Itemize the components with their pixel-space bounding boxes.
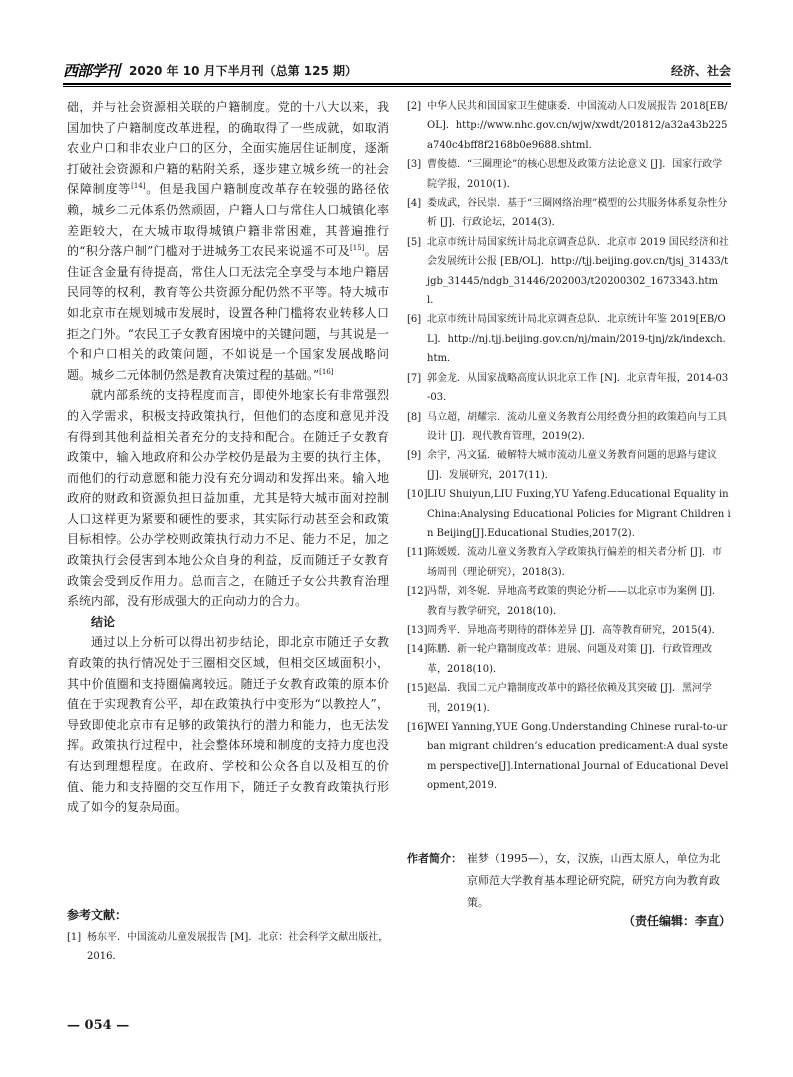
journal-logo: 西部学刊: [63, 62, 120, 80]
reference-3: [3] 曹俊德．“三圈理论”的核心思想及政策方法论意义 [J]．国家行政学院学报，2010(1)．: [407, 159, 723, 190]
reference-13: [13] 周秀平．异地高考期待的群体差异 [J]．高等教育研究，2015(4)．: [407, 624, 722, 636]
section-name: 经济、社会: [670, 64, 731, 78]
reference-number: [1]: [67, 932, 82, 943]
references-title: 参考文献：: [67, 908, 128, 922]
reference-text: 杨东平．中国流动儿童发展报告 [M]．北京：社会科学文献出版社，2016．: [87, 932, 389, 963]
reference-8: [8] 马立超，胡耀宗．流动儿童义务教育公用经费分担的政策趋向与工具设计 [J]．现代教育管理，2019(2)．: [407, 411, 727, 442]
reference-12: [12] 冯帮，刘冬妮．异地高考政策的舆论分析——以北京市为案例 [J]．教育与教学研究，2018(10)．: [407, 586, 722, 617]
reference-4: [4] 娄成武，谷民崇．基于“三圈网络治理”模型的公共服务体系复杂性分析 [J]．行政论坛，2014(3)．: [407, 198, 728, 229]
header-rule-thick: [63, 83, 731, 85]
citation-14: [14]: [131, 182, 146, 191]
right-column-references: [407, 97, 731, 796]
issue-info: 2020 年 10 月下半月刊（总第 125 期）: [129, 64, 358, 78]
paragraph-3: 通过以上分析可以得出初步结论，即北京市随迁子女教育政策的执行情况处于三圈相交区域，但相交区域面积小，其中价值圈和支持圈偏离较远。随迁子女教育政策的原本价值在于实现教育公平，却在政策执行中变形为“以教控人”，导致即使北京市有足够的政策执行的潜力和能力，也无法发挥。政策执行过程中，社会整体环境和制度的支持力度也没有达到理想程度。在政府、学校和公众各自以及相互的价值、能力和支持圈的交互作用下，随迁子女教育政策执行形成了如今的复杂局面。: [67, 635, 389, 815]
paragraph-1: 础，并与社会资源相关联的户籍制度。党的十八大以来，我国加快了户籍制度改革进程，的确取得了一些成就，如取消农业户口和非农业户口的区分，全面实施居住证制度，逐渐打破社会资源和户籍的粘附关系，逐步建立城乡统一的社会保障制度等[14]。但是我国户籍制度改革存在较强的路径依赖，城乡二元体系仍然顽固，户籍人口与常住人口城镇化率差距较大，在大城市取得城镇户籍非常困难，其普遍推行的“积分落户制”门槛对于进城务工农民来说遥不可及[15]。居住证含金量有待提高，常住人口无法完全享受与本地户籍居民同等的权利，教育等公共资源分配仍然不平等。特大城市如北京市在规划城市发展时，设置各种门槛将农业转移人口拒之门外。“农民工子女教育困境中的关键问题，与其说是一个和户口相关的政策问题，不如说是一个国家发展战略问题。城乡二元体制仍然是教育决策过程的基础。”[16]: [67, 100, 389, 382]
paragraph-2: 就内部系统的支持程度而言，即使外地家长有非常强烈的入学需求，积极支持政策执行，但他们的态度和意见并没有得到其他利益相关者充分的支持和配合。在随迁子女教育政策中，输入地政府和公办学校仍是最为主要的执行主体，而他们的行动意愿和能力没有充分调动和发挥出来。输入地政府的财政和资源负担日益加重，尤其是特大城市面对控制人口这样更为紧要和硬性的要求，其实际行动甚至会和政策目标相悖。公办学校则政策执行动力不足、能力不足，加之政策执行会侵害到本地公众自身的利益，反而随迁子女教育政策会受到反作用力。总而言之，在随迁子女公共教育治理系统内部，没有形成强大的正向动力的合力。: [67, 388, 389, 609]
reference-15: [15] 赵晶．我国二元户籍制度改革中的路径依赖及其突破 [J]．黑河学刊，2019(1)．: [407, 683, 712, 714]
page-header: [63, 58, 731, 82]
reference-2: [2] 中华人民共和国国家卫生健康委．中国流动人口发展报告 2018[EB/OL]．http://www.nhc.gov.cn/wjw/xwdt/201812/a32a43b225a740c4bff8f2168b0e9688.shtml．: [407, 101, 728, 151]
reference-9: [9] 余宇，冯文猛．破解特大城市流动儿童义务教育问题的思路与建议 [J]．发展研究，2017(11)．: [407, 450, 717, 481]
citation-15: [15]: [350, 244, 365, 253]
left-column: [67, 97, 389, 818]
page-number: — 054 —: [67, 1018, 130, 1033]
conclusion-heading: 结论: [91, 614, 116, 629]
reference-11: [11] 陈媛媛．流动儿童义务教育入学政策执行偏差的相关者分析 [J]．市场周刊（理论研究），2018(3)．: [407, 547, 722, 578]
author-text: 崔梦（1995—），女，汉族，山西太原人，单位为北京师范大学教育基本理论研究院，研究方向为教育政策。: [467, 852, 721, 909]
reference-5: [5] 北京市统计局国家统计局北京调查总队．北京市 2019 国民经济和社会发展统计公报 [EB/OL]．http://tjj.beijing.gov.cn/tjsj_31433/tjgb_31445/ndgb_31446/202003/t20200302_1673343.html．: [407, 236, 729, 307]
reference-6: [6] 北京市统计局国家统计局北京调查总队．北京统计年鉴 2019[EB/OL]．http://nj.tjj.beijing.gov.cn/nj/main/2019-tjnj/zk/indexch.htm．: [407, 314, 726, 365]
citation-16: [16]: [319, 367, 334, 376]
author-bio: [407, 848, 731, 914]
reference-7: [7] 郭金龙．从国家战略高度认识北京工作 [N]．北京青年报，2014-03-03．: [407, 372, 729, 404]
responsible-editor: （责任编辑：李直）: [622, 914, 731, 928]
reference-1: [67, 928, 389, 967]
reference-16: [16] WEI Yanning,YUE Gong.Understanding Chinese rural-to-urban migrant children’s education predicament:A dual system perspective[J].International Journal of Educational Development,2019.: [407, 722, 729, 792]
author-label: 作者简介：: [407, 852, 462, 865]
reference-14: [14] 陈鹏．新一轮户籍制度改革：进展、问题及对策 [J]．行政管理改革，2018(10)．: [407, 644, 712, 675]
reference-10: [10] LIU Shuiyun,LIU Fuxing,YU Yafeng.Educational Equality in China:Analysing Educational Policies for Migrant Children in Beijing[J].Educational Studies,2017(2).: [407, 489, 731, 539]
header-rule-thin: [63, 86, 731, 87]
